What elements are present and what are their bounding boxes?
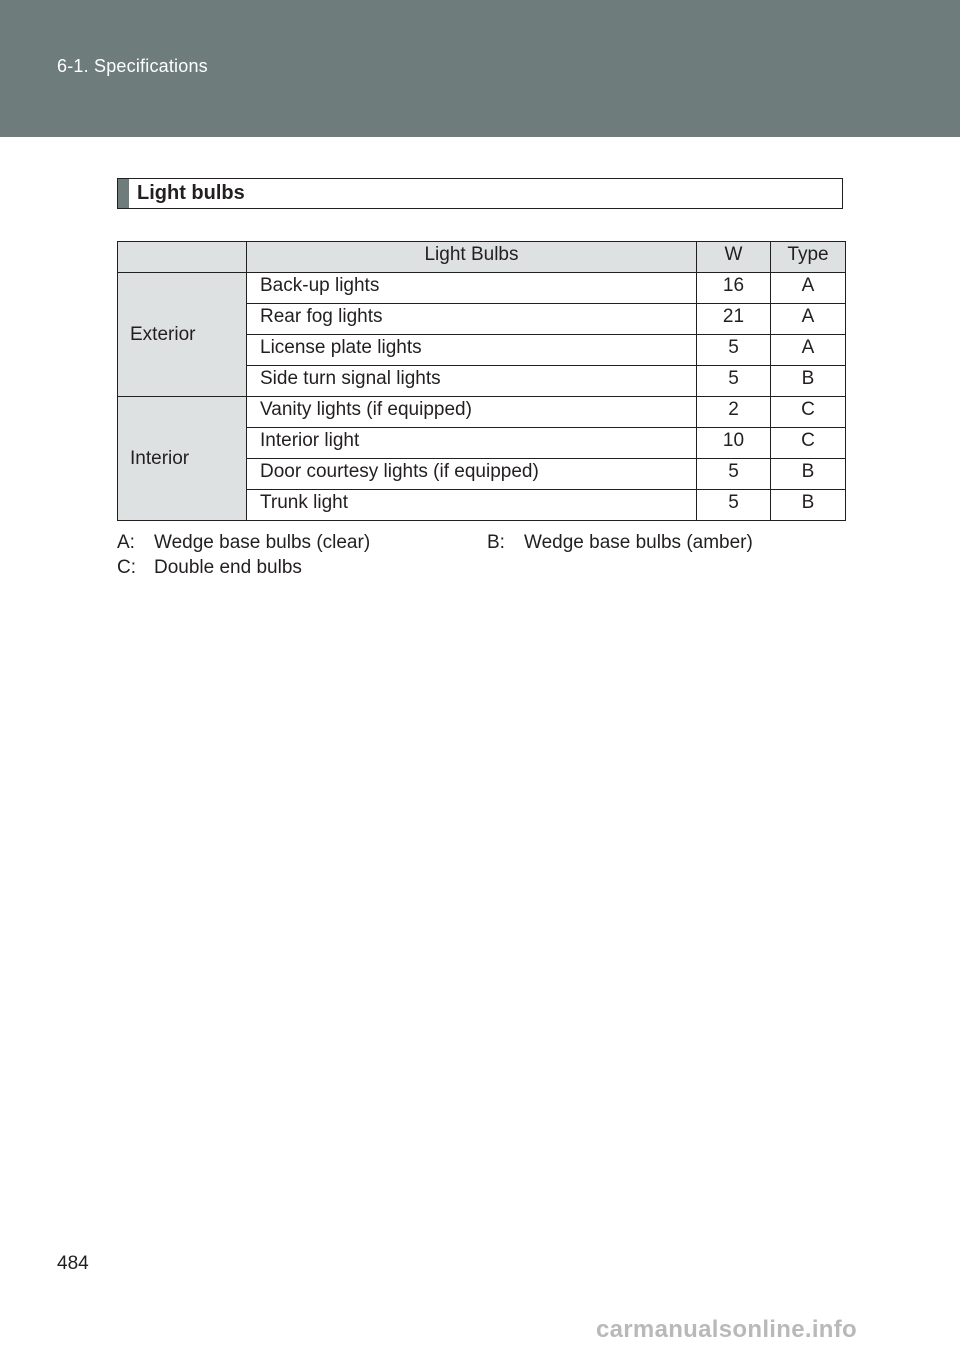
bulb-name: Interior light xyxy=(247,428,697,459)
table-row xyxy=(118,273,846,304)
legend-text: Wedge base bulbs (clear) xyxy=(154,532,371,553)
legend-item-c xyxy=(117,557,302,579)
bulb-watts: 2 xyxy=(697,397,771,428)
bulb-watts: 5 xyxy=(697,459,771,490)
bulb-watts: 16 xyxy=(697,273,771,304)
bulb-watts: 21 xyxy=(697,304,771,335)
header-cell-type: Type xyxy=(771,242,846,273)
bulb-name: Door courtesy lights (if equipped) xyxy=(247,459,697,490)
bulb-watts: 10 xyxy=(697,428,771,459)
group-label-exterior: Exterior xyxy=(118,273,247,397)
legend-text: Double end bulbs xyxy=(154,557,302,578)
bulb-name: Vanity lights (if equipped) xyxy=(247,397,697,428)
bulb-watts: 5 xyxy=(697,335,771,366)
legend-key: A: xyxy=(117,532,135,553)
bulb-name: Trunk light xyxy=(247,490,697,521)
bulb-name: License plate lights xyxy=(247,335,697,366)
bulb-name: Side turn signal lights xyxy=(247,366,697,397)
bulb-type: B xyxy=(771,490,846,521)
group-label-interior: Interior xyxy=(118,397,247,521)
header-cell-light-bulbs: Light Bulbs xyxy=(247,242,697,273)
section-title-accent-bar xyxy=(118,179,129,208)
legend-item-b xyxy=(487,532,753,554)
bulb-type: B xyxy=(771,459,846,490)
legend-item-a xyxy=(117,532,370,554)
bulb-type: A xyxy=(771,273,846,304)
header-cell-blank xyxy=(118,242,247,273)
watermark: carmanualsonline.info xyxy=(596,1316,858,1343)
light-bulbs-table xyxy=(117,241,846,521)
bulb-name: Back-up lights xyxy=(247,273,697,304)
bulb-type: A xyxy=(771,335,846,366)
bulb-name: Rear fog lights xyxy=(247,304,697,335)
header-cell-watts: W xyxy=(697,242,771,273)
bulb-type: C xyxy=(771,397,846,428)
table-row xyxy=(118,397,846,428)
bulb-watts: 5 xyxy=(697,490,771,521)
bulb-type: A xyxy=(771,304,846,335)
section-title: Light bulbs xyxy=(137,182,245,204)
bulb-type: C xyxy=(771,428,846,459)
table-header-row xyxy=(118,242,846,273)
legend-key: C: xyxy=(117,557,136,578)
header-band xyxy=(0,0,960,137)
bulb-type: B xyxy=(771,366,846,397)
section-title-box xyxy=(117,178,843,209)
breadcrumb: 6-1. Specifications xyxy=(57,56,208,76)
legend-key: B: xyxy=(487,532,505,553)
bulb-watts: 5 xyxy=(697,366,771,397)
legend-text: Wedge base bulbs (amber) xyxy=(524,532,753,553)
page-number: 484 xyxy=(57,1253,89,1274)
